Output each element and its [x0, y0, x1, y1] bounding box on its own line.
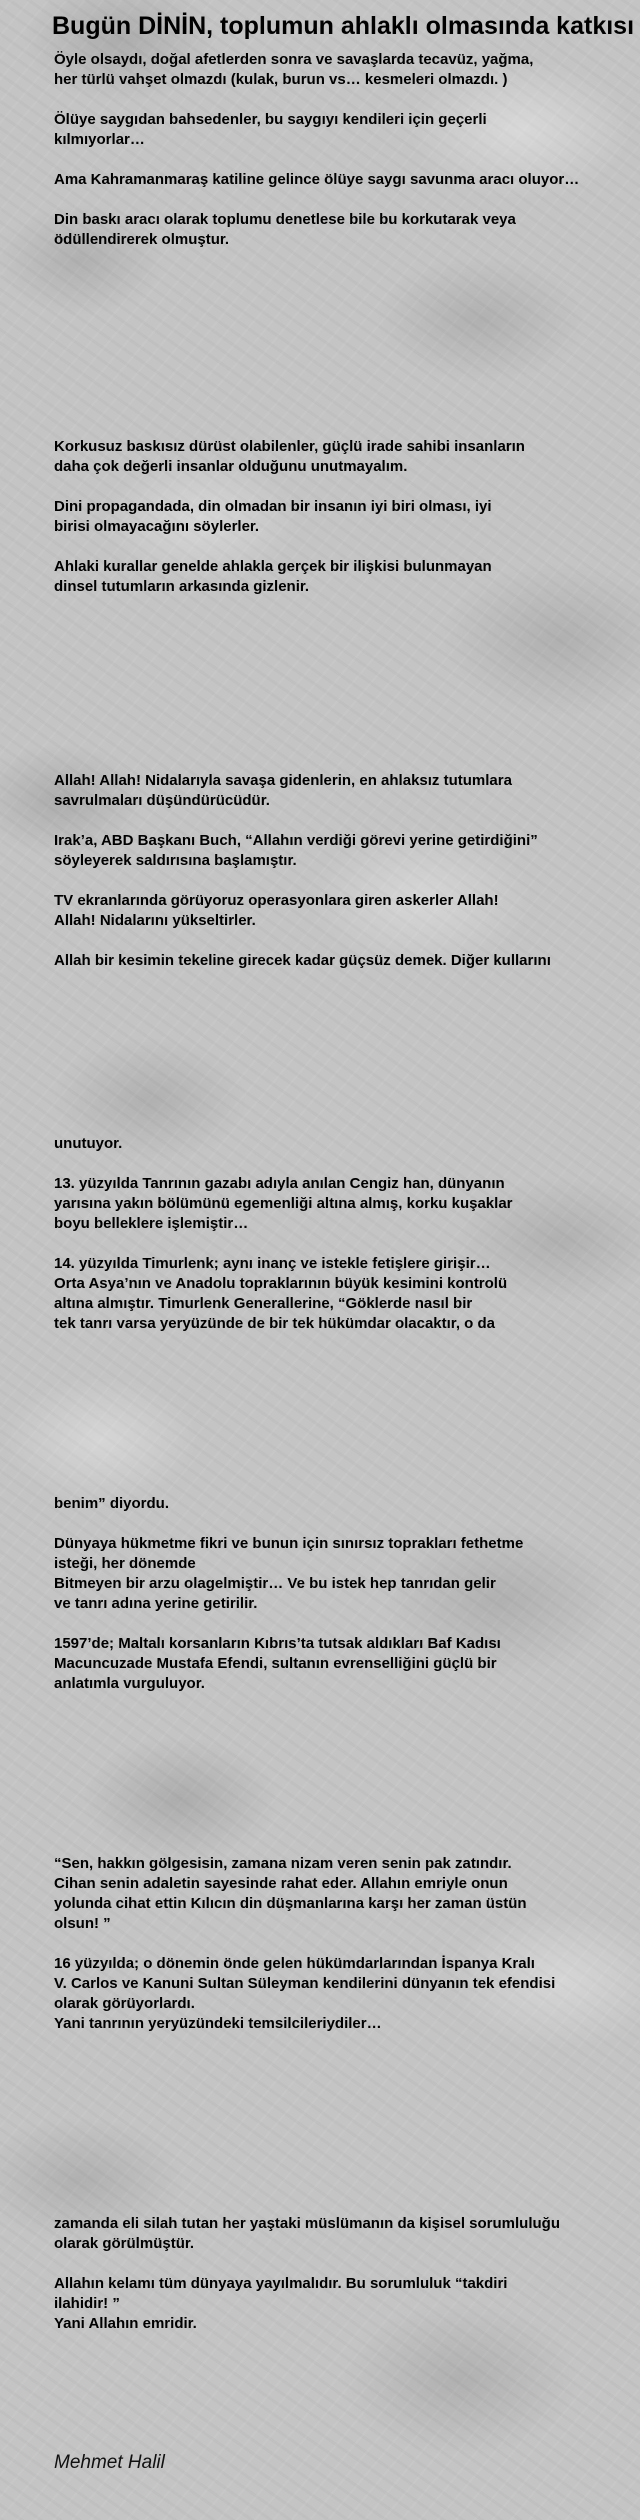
paragraph: Allah! Allah! Nidalarıyla savaşa gidenlerin, en ahlaksız tutumlara savrulmaları düşündürücüdür.	[54, 772, 512, 809]
paragraph: 1597’de; Maltalı korsanların Kıbrıs’ta tutsak aldıkları Baf Kadısı Macuncuzade Mustafa Efendi, sultanın evrenselliğini güçlü bir anlatımla vurguluyor.	[54, 1635, 501, 1692]
paragraph: Irak’a, ABD Başkanı Buch, “Allahın verdiği görevi yerine getirdiğini” söyleyerek saldırısına başlamıştır.	[54, 832, 538, 869]
paragraph: Dünyaya hükmetme fikri ve bunun için sınırsız toprakları fethetme isteği, her dönemde Bitmeyen bir arzu olagelmiştir… Ve bu istek hep tanrıdan gelir ve tanrı adına yerine getirilir.	[54, 1535, 524, 1612]
author-name: Mehmet Halil	[54, 2452, 165, 2473]
text-block-4	[54, 1134, 624, 1334]
paragraph: Öyle olsaydı, doğal afetlerden sonra ve savaşlarda tecavüz, yağma, her türlü vahşet olmazdı (kulak, burun vs… kesmeleri olmazdı. )	[54, 51, 534, 88]
paragraph: Allahın kelamı tüm dünyaya yayılmalıdır. Bu sorumluluk “takdiri ilahidir! ” Yani Allahın emridir.	[54, 2275, 508, 2332]
paragraph: Ama Kahramanmaraş katiline gelince ölüye saygı savunma aracı oluyor…	[54, 171, 580, 188]
text-block-7	[54, 2214, 624, 2334]
paragraph: zamanda eli silah tutan her yaştaki müslümanın da kişisel sorumluluğu olarak görülmüştür.	[54, 2215, 560, 2252]
text-block-2	[54, 437, 624, 597]
text-block-3	[54, 771, 624, 971]
paragraph: “Sen, hakkın gölgesisin, zamana nizam veren senin pak zatındır. Cihan senin adaletin sayesinde rahat eder. Allahın emriyle onun yolunda cihat ettin Kılıcın din düşmanlarına karşı her zaman üstün olsun! ”	[54, 1855, 527, 1932]
text-block-6	[54, 1854, 624, 2034]
paragraph: 14. yüzyılda Timurlenk; aynı inanç ve istekle fetişlere girişir… Orta Asya’nın ve Anadolu topraklarının büyük kesimini kontrolü altına almıştır. Timurlenk Generallerine, “Göklerde nasıl bir tek tanrı varsa yeryüzünde de bir tek hükümdar olacaktır, o da	[54, 1255, 508, 1332]
paragraph: 13. yüzyılda Tanrının gazabı adıyla anılan Cengiz han, dünyanın yarısına yakın bölümünü egemenliği altına almış, korku kuşaklar boyu belleklere işlemiştir…	[54, 1175, 513, 1232]
paragraph: Ölüye saygıdan bahsedenler, bu saygıyı kendileri için geçerli kılmıyorlar…	[54, 111, 487, 148]
poem-title: Bugün DİNİN, toplumun ahlaklı olmasında katkısı	[52, 12, 635, 40]
paragraph: unutuyor.	[54, 1135, 123, 1152]
paragraph: Allah bir kesimin tekeline girecek kadar güçsüz demek. Diğer kullarını	[54, 952, 551, 969]
paragraph: Ahlaki kurallar genelde ahlakla gerçek bir ilişkisi bulunmayan dinsel tutumların arkasında gizlenir.	[54, 558, 492, 595]
paragraph: benim” diyordu.	[54, 1495, 170, 1512]
paragraph: TV ekranlarında görüyoruz operasyonlara giren askerler Allah! Allah! Nidalarını yükseltirler.	[54, 892, 499, 929]
text-block-1	[54, 50, 624, 250]
paragraph: Korkusuz baskısız dürüst olabilenler, güçlü irade sahibi insanların daha çok değerli insanlar olduğunu unutmayalım.	[54, 438, 525, 475]
paragraph: Dini propagandada, din olmadan bir insanın iyi biri olması, iyi birisi olmayacağını söylerler.	[54, 498, 492, 535]
paragraph: Din baskı aracı olarak toplumu denetlese bile bu korkutarak veya ödüllendirerek olmuştur.	[54, 211, 516, 248]
paragraph: 16 yüzyılda; o dönemin önde gelen hükümdarlarından İspanya Kralı V. Carlos ve Kanuni Sultan Süleyman kendilerini dünyanın tek efendisi olarak görüyorlardı. Yani tanrının yeryüzündeki temsilcileriydiler…	[54, 1955, 556, 2032]
text-block-5	[54, 1494, 624, 1694]
